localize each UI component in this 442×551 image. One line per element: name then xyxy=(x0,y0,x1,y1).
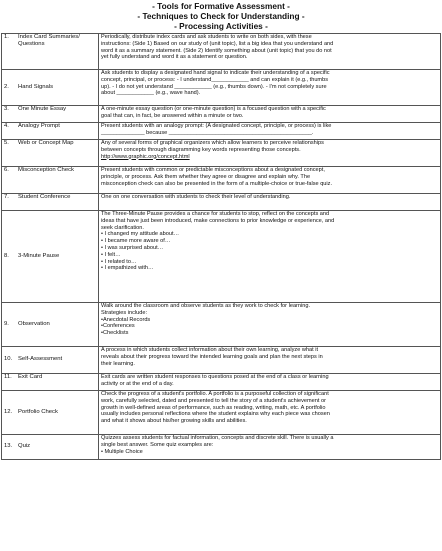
technique-name: Analogy Prompt xyxy=(18,123,60,129)
technique-name: Hand Signals xyxy=(18,83,54,90)
description-line: about ____________ (e.g., wave hand). xyxy=(101,90,201,97)
description-line: and what it shows about his/her growing skills and abilities. xyxy=(101,418,247,425)
description-line: Any of several forms of graphical organizers which allow learners to perceive relationships xyxy=(101,140,324,146)
description-line: • I changed my attitude about… xyxy=(101,231,180,238)
description-line: The Three-Minute Pause provides a chance for students to stop, reflect on the concepts and xyxy=(101,211,330,217)
description-line: • I became more aware of… xyxy=(101,238,171,245)
description-line: Ask students to display a designated hand signal to indicate their understanding of a specific xyxy=(101,70,330,76)
technique-label-cell xyxy=(2,140,99,167)
description-line: goal that can, in fact, be answered within a minute or two. xyxy=(101,112,244,119)
technique-label xyxy=(4,253,96,260)
description-line: •Anecdotal Records xyxy=(101,316,151,323)
technique-label xyxy=(4,167,96,174)
description-line: Present students with common or predictable misconceptions about a designated concept, xyxy=(101,167,325,173)
technique-description-cell xyxy=(99,391,441,435)
technique-description-cell xyxy=(99,106,441,123)
description-line: seek clarification. xyxy=(101,224,144,231)
description-line: single best answer. Some quiz examples are: xyxy=(101,441,214,448)
technique-number: 2. xyxy=(4,83,9,90)
technique-number: 3. xyxy=(4,106,9,112)
technique-label-cell xyxy=(2,391,99,435)
technique-label xyxy=(4,409,96,416)
technique-row xyxy=(2,303,441,347)
technique-number: 6. xyxy=(4,167,9,173)
technique-label xyxy=(4,194,96,201)
technique-label-cell xyxy=(2,70,99,106)
technique-label xyxy=(4,123,96,130)
technique-row xyxy=(2,374,441,391)
description-line: • I empathized with… xyxy=(101,265,154,272)
description-line: • I was surprised about… xyxy=(101,244,164,251)
technique-label-cell xyxy=(2,303,99,347)
technique-row xyxy=(2,211,441,303)
description-line: reveals about their progress toward the intended learning goals and plan the next steps in xyxy=(101,353,323,360)
description-line: work, carefully selected, dated and presented to tell the story of a student's achievement or xyxy=(101,397,326,404)
technique-label-cell xyxy=(2,167,99,194)
technique-row xyxy=(2,34,441,70)
header-title: - Tools for Formative Assessment - xyxy=(152,1,290,11)
technique-row xyxy=(2,347,441,374)
technique-number: 13. xyxy=(4,443,13,450)
description-line: misconception check can also be presented in the form of a multiple-choice or true-false quiz. xyxy=(101,180,333,187)
description-line: Quizzes assess students for factual information, concepts and discrete skill. There is usually a xyxy=(101,435,334,441)
technique-description-cell xyxy=(99,70,441,106)
technique-label-cell xyxy=(2,34,99,70)
technique-row xyxy=(2,435,441,460)
technique-row xyxy=(2,391,441,435)
description-line: • I felt… xyxy=(101,251,121,258)
description-line: Present students with an analogy prompt: (A designated concept, principle, or process) is like xyxy=(101,123,332,129)
technique-label xyxy=(4,321,96,328)
technique-description-cell xyxy=(99,303,441,347)
technique-number: 7. xyxy=(4,194,9,200)
description-line: A one-minute essay question (or one-minute question) is a focused question with a specific xyxy=(101,106,326,112)
technique-name: Self-Assessment xyxy=(18,356,63,363)
description-line: Exit cards are written student responses to questions posed at the end of a class or learning xyxy=(101,374,329,380)
technique-number: 11. xyxy=(4,374,12,380)
technique-name: Observation xyxy=(18,320,50,327)
description-line: One on one conversation with students to check their level of understanding. xyxy=(101,194,291,200)
description-line: • I related to… xyxy=(101,258,137,265)
technique-description-cell xyxy=(99,194,441,211)
technique-description-cell xyxy=(99,435,441,460)
technique-label-cell xyxy=(2,347,99,374)
technique-label-cell xyxy=(2,211,99,303)
technique-description-cell xyxy=(99,34,441,70)
technique-row xyxy=(2,70,441,106)
technique-number: 12. xyxy=(4,408,13,415)
description-line: growth in well-defined areas of performance, such as reading, writing, math, etc. A portfolio xyxy=(101,404,326,411)
description-line: Strategies include: xyxy=(101,309,148,316)
technique-label-cell xyxy=(2,123,99,140)
technique-name: Student Conference xyxy=(18,194,71,200)
description-line: activity or at the end of a day. xyxy=(101,380,174,387)
technique-label-cell xyxy=(2,106,99,123)
description-line: their learning. xyxy=(101,360,135,367)
technique-name: Web or Concept Map xyxy=(18,140,74,146)
description-line: between concepts through diagramming key words representing those concepts. xyxy=(101,146,301,153)
description-line: ideas that have just been introduced, make connections to prior knowledge or experience, and xyxy=(101,217,335,224)
technique-description-cell xyxy=(99,211,441,303)
description-line: Check the progress of a student's portfolio. A portfolio is a purposeful collection of significant xyxy=(101,391,329,397)
technique-name: One Minute Essay xyxy=(18,106,67,112)
technique-label xyxy=(4,443,96,450)
techniques-table-body xyxy=(2,34,441,460)
description-line: Periodically, distribute index cards and ask students to write on both sides, with these xyxy=(101,34,312,40)
technique-label xyxy=(4,356,96,363)
technique-row xyxy=(2,123,441,140)
description-line: concept, principal, or process: - I understand____________ and can explain it (e.g., thumbs xyxy=(101,76,329,83)
description-line: • Multiple Choice xyxy=(101,448,143,455)
technique-number: 5. xyxy=(4,140,9,146)
description-line: A process in which students collect information about their own learning, analyze what it xyxy=(101,347,319,353)
technique-name: 3-Minute Pause xyxy=(18,252,60,259)
technique-label-cell xyxy=(2,194,99,211)
description-line: instructions: (Side 1) Based on our study of (unit topic), list a big idea that you understand and xyxy=(101,40,334,47)
technique-description-cell xyxy=(99,167,441,194)
technique-name: Quiz xyxy=(18,443,31,450)
technique-name: Portfolio Check xyxy=(18,408,58,415)
technique-label xyxy=(4,84,96,91)
technique-label-cell xyxy=(2,374,99,391)
technique-label xyxy=(4,140,96,147)
technique-number: 4. xyxy=(4,123,9,129)
technique-name: Index Card Summaries/ Questions xyxy=(18,34,80,48)
technique-number: 10. xyxy=(4,356,13,363)
technique-number: 9. xyxy=(4,320,9,327)
technique-row xyxy=(2,106,441,123)
technique-description-cell xyxy=(99,347,441,374)
description-line: ______________ because ______________________________________________. xyxy=(101,129,314,136)
technique-name: Misconception Check xyxy=(18,167,74,173)
technique-row xyxy=(2,194,441,211)
technique-label xyxy=(4,106,96,113)
reference-link[interactable]: http://www.graphic.org/concept.html xyxy=(101,153,190,160)
header-subtitle: - Techniques to Check for Understanding - xyxy=(137,11,305,22)
description-line: usually includes personal reflections where the student explains why each piece was chosen xyxy=(101,411,330,418)
techniques-table xyxy=(1,33,441,460)
description-line: yet fully understand and word it as a statement or question. xyxy=(101,54,248,61)
description-line: Walk around the classroom and observe students as they work to check for learning. xyxy=(101,303,311,309)
technique-row xyxy=(2,167,441,194)
technique-description-cell xyxy=(99,374,441,391)
description-line: •Conferences xyxy=(101,323,135,330)
technique-name: Exit Card xyxy=(18,374,43,380)
header-section: - Processing Activities - xyxy=(174,21,268,32)
description-line: up). - I do not yet understand ____________ (e.g., thumbs down). - I'm not completely sure xyxy=(101,83,327,90)
technique-row xyxy=(2,140,441,167)
description-line: principle, or process. Ask them whether they agree or disagree and explain why. The xyxy=(101,173,311,180)
document-header xyxy=(1,0,441,33)
technique-description-cell xyxy=(99,123,441,140)
technique-label xyxy=(4,374,96,381)
description-line: •Checklists xyxy=(101,330,129,337)
technique-number: 1. xyxy=(4,34,9,40)
technique-label-cell xyxy=(2,435,99,460)
description-line: word it as a summary statement. (Side 2) Identify something about (unit topic) that you do not xyxy=(101,47,332,54)
technique-number: 8. xyxy=(4,252,9,259)
technique-label xyxy=(4,34,96,48)
technique-description-cell xyxy=(99,140,441,167)
